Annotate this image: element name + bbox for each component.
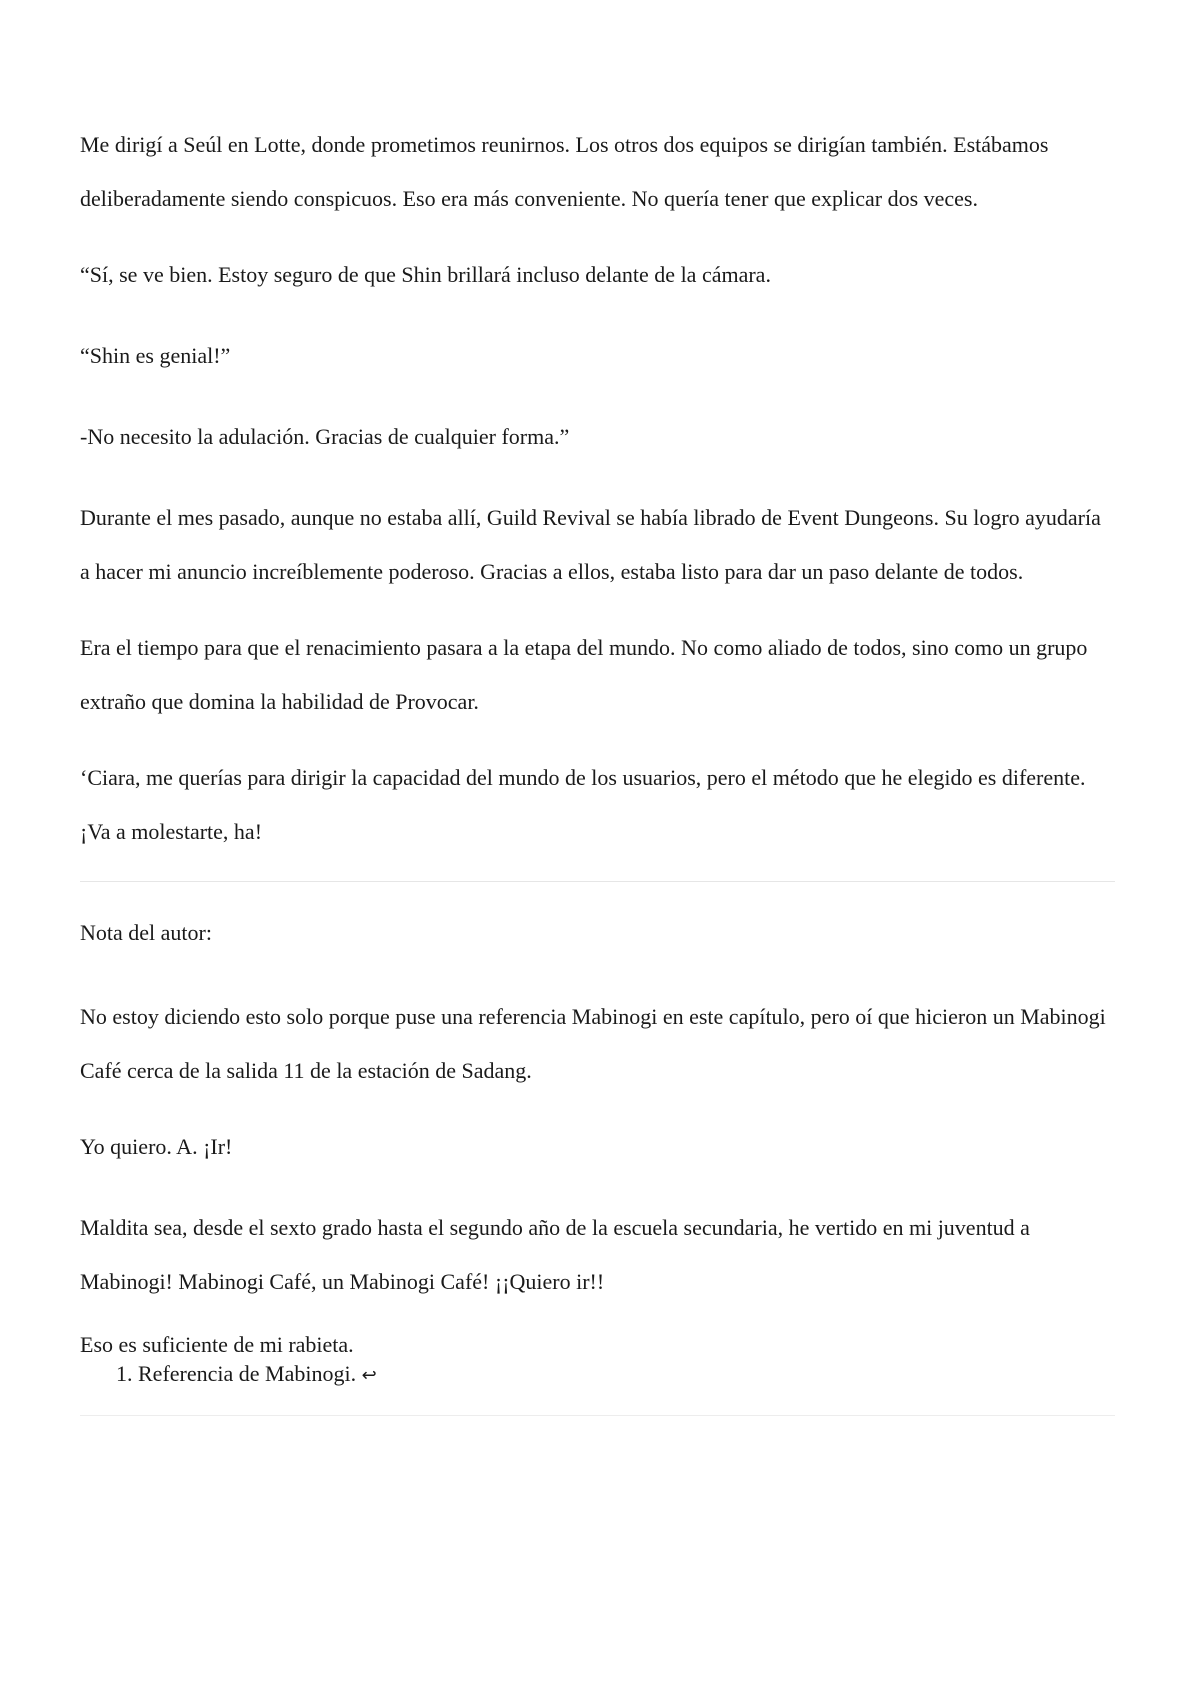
paragraph: “Shin es genial!” bbox=[80, 343, 231, 368]
chapter-body bbox=[80, 118, 1115, 1440]
paragraph: -No necesito la adulación. Gracias de cualquier forma.” bbox=[80, 424, 570, 449]
paragraph: Me dirigí a Seúl en Lotte, donde prometimos reunirnos. Los otros dos equipos se dirigían también. Estábamos deliberadamente siendo conspicuos. Eso era más conveniente. No quería tener que explicar dos veces. bbox=[80, 132, 1049, 211]
footnote-item bbox=[116, 1359, 1115, 1391]
paragraph: “Sí, se ve bien. Estoy seguro de que Shin brillará incluso delante de la cámara. bbox=[80, 262, 771, 287]
footnote-backref-link[interactable]: ↩ bbox=[361, 1365, 377, 1386]
section-divider bbox=[80, 881, 1115, 882]
footnotes-divider bbox=[80, 1415, 1115, 1416]
paragraph: ‘Ciara, me querías para dirigir la capacidad del mundo de los usuarios, pero el método que he elegido es diferente. ¡Va a molestarte, ha! bbox=[80, 765, 1086, 844]
author-note-heading: Nota del autor: bbox=[80, 920, 212, 945]
author-note-closing: Eso es suficiente de mi rabieta. bbox=[80, 1332, 354, 1357]
footnote-text: Referencia de Mabinogi. bbox=[138, 1361, 357, 1386]
author-note-paragraph: Maldita sea, desde el sexto grado hasta el segundo año de la escuela secundaria, he vertido en mi juventud a Mabinogi! Mabinogi Café, un Mabinogi Café! ¡¡Quiero ir!! bbox=[80, 1215, 1030, 1294]
footnote-number: 1. bbox=[116, 1361, 133, 1386]
footnotes-list bbox=[80, 1359, 1115, 1391]
paragraph: Era el tiempo para que el renacimiento pasara a la etapa del mundo. No como aliado de todos, sino como un grupo extraño que domina la habilidad de Provocar. bbox=[80, 635, 1088, 714]
author-note-paragraph: Yo quiero. A. ¡Ir! bbox=[80, 1134, 233, 1159]
paragraph: Durante el mes pasado, aunque no estaba allí, Guild Revival se había librado de Event Dungeons. Su logro ayudaría a hacer mi anuncio increíblemente poderoso. Gracias a ellos, estaba listo para dar un paso delante de todos. bbox=[80, 505, 1101, 584]
author-note-paragraph: No estoy diciendo esto solo porque puse una referencia Mabinogi en este capítulo, pero oí que hicieron un Mabinogi Café cerca de la salida 11 de la estación de Sadang. bbox=[80, 1004, 1106, 1083]
